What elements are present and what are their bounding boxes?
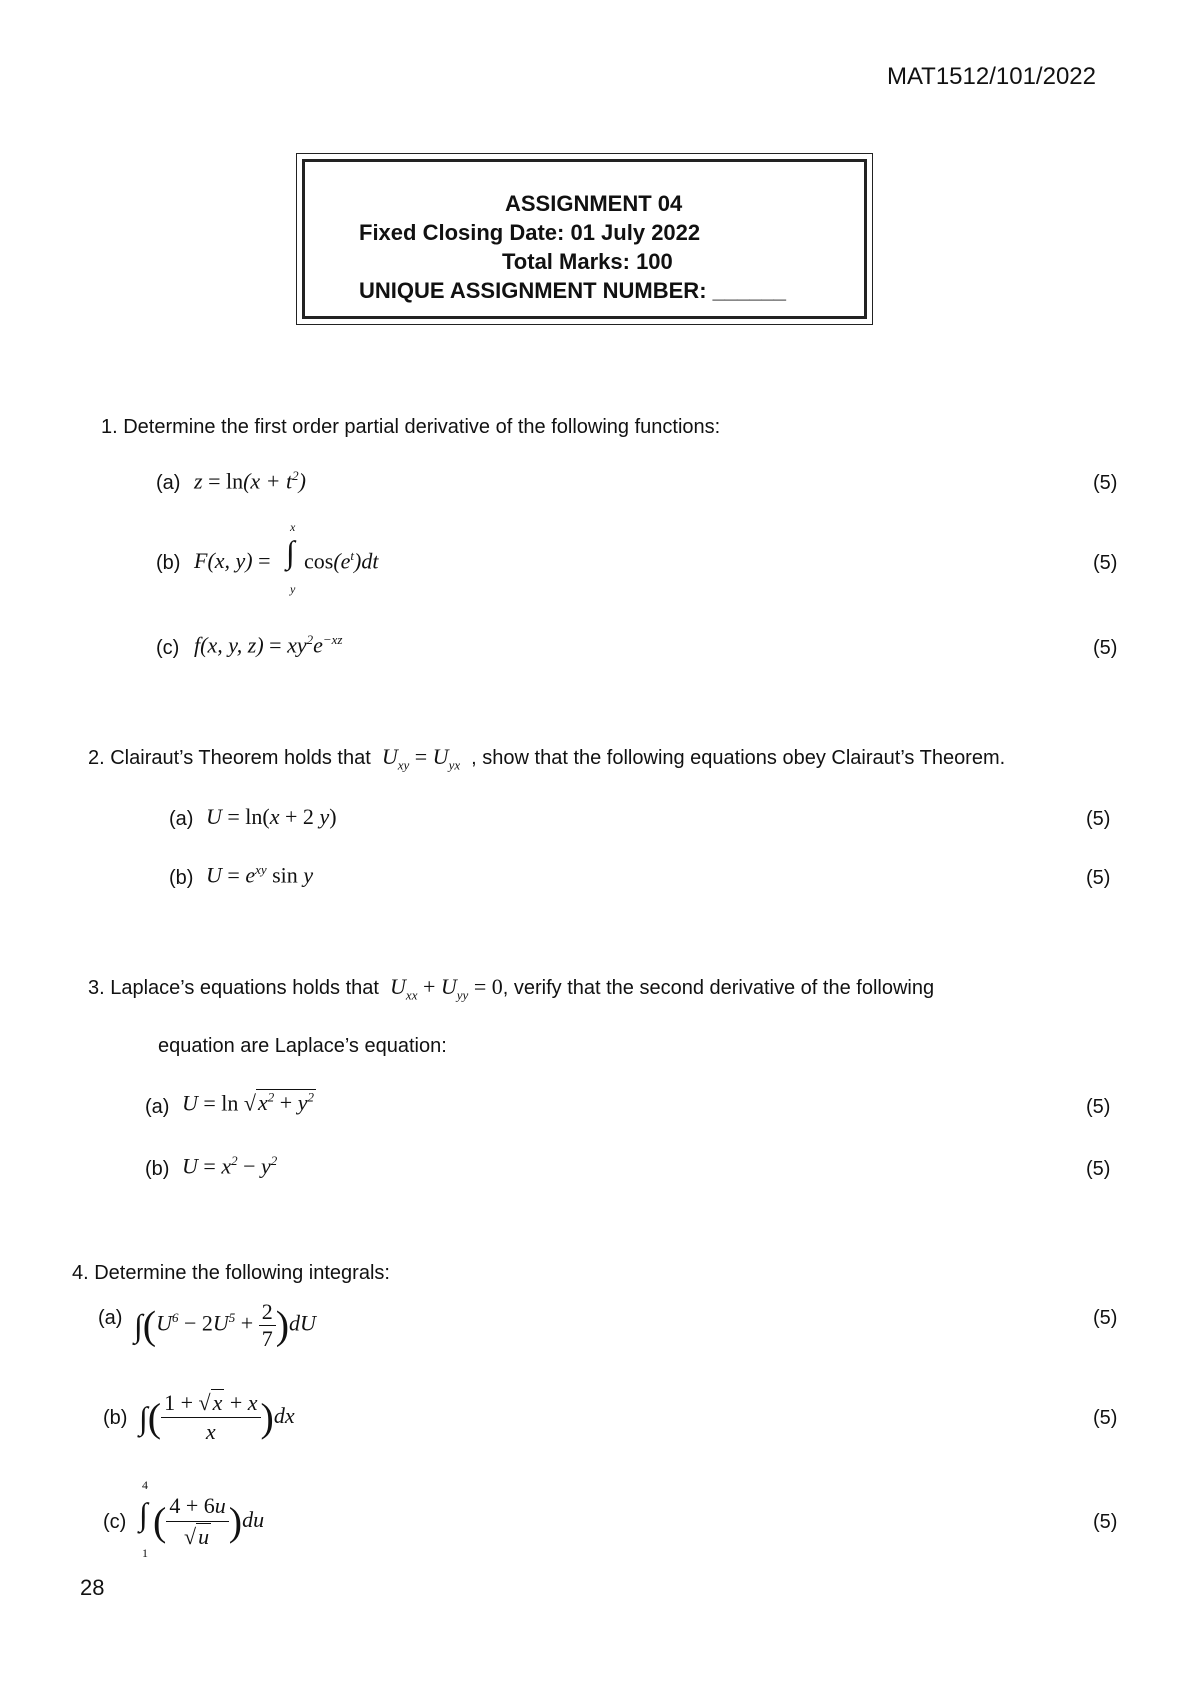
q3a-label: (a) (145, 1096, 170, 1118)
q2b-expression: $U = e^{xy}$ sin y (206, 862, 314, 888)
q3b-marks: (5) (1086, 1158, 1111, 1180)
q3-stem-end: , verify that the second derivative of the following (502, 977, 935, 999)
q2-stem-end: , show that the following equations obey Clairaut’s Theorem. (471, 747, 1006, 769)
q2-clairaut-expression: $U_{xy} = U_{yx}$ (376, 744, 461, 773)
q1a-label: (a) (156, 472, 181, 494)
q3-laplace-expression: $U_{xx} + U_{yy} = 0$ (384, 974, 503, 1003)
document-code: MAT1512/101/2022 (886, 63, 1096, 90)
q2b-marks: (5) (1086, 867, 1111, 889)
q1a-marks: (5) (1093, 472, 1118, 494)
q4c-label: (c) (103, 1511, 127, 1533)
q1c-expression: f(x, y, $z) = xy^2e^{-xz}$ (194, 632, 343, 658)
question-1-stem: 1. Determine the first order partial derivative of the following functions: (101, 416, 721, 438)
q2a-expression: U = ln(x + 2 y) (206, 804, 337, 829)
q3a-expression: $U = \ln √x^2 + y^2$ (182, 1090, 314, 1116)
q4c-marks: (5) (1093, 1511, 1118, 1533)
q4a-expression: $\int(U^6 - 2U^5$ + $\frac{2}{7}$ )dU (134, 1298, 316, 1351)
q2b-label: (b) (169, 867, 194, 889)
q2a-label: (a) (169, 808, 194, 830)
q2-stem-start: 2. Clairaut’s Theorem holds that (88, 747, 371, 769)
closing-date: Fixed Closing Date: 01 July 2022 (359, 220, 701, 245)
q1a-expression: $z = \ln(x + t^2)$ (194, 468, 306, 494)
q3b-label: (b) (145, 1158, 170, 1180)
question-3-stem-line-2: equation are Laplace’s equation: (158, 1035, 447, 1057)
q4a-marks: (5) (1093, 1307, 1118, 1329)
q1b-marks: (5) (1093, 552, 1118, 574)
page-number: 28 (80, 1575, 105, 1600)
q4b-marks: (5) (1093, 1407, 1118, 1429)
question-4-stem: 4. Determine the following integrals: (72, 1262, 390, 1284)
q1c-label: (c) (156, 637, 180, 659)
q2a-marks: (5) (1086, 808, 1111, 830)
q3a-marks: (5) (1086, 1096, 1111, 1118)
q4b-label: (b) (103, 1407, 128, 1429)
q3-stem-start: 3. Laplace’s equations holds that (88, 977, 379, 999)
assignment-title: ASSIGNMENT 04 (505, 191, 683, 216)
q3b-expression: $U = x^2 - y^2$ (182, 1153, 278, 1179)
question-2-stem (88, 744, 1005, 773)
assignment-header-box (296, 153, 873, 325)
q4b-expression: ∫( $\frac{1 + √x + x}{x}$ )dx (139, 1390, 295, 1445)
q1c-marks: (5) (1093, 637, 1118, 659)
total-marks: Total Marks: 100 (502, 249, 673, 274)
unique-assignment-number: UNIQUE ASSIGNMENT NUMBER: ______ (359, 278, 787, 303)
q4a-label: (a) (98, 1307, 123, 1329)
question-3-stem (88, 974, 934, 1003)
q1b-label: (b) (156, 552, 181, 574)
